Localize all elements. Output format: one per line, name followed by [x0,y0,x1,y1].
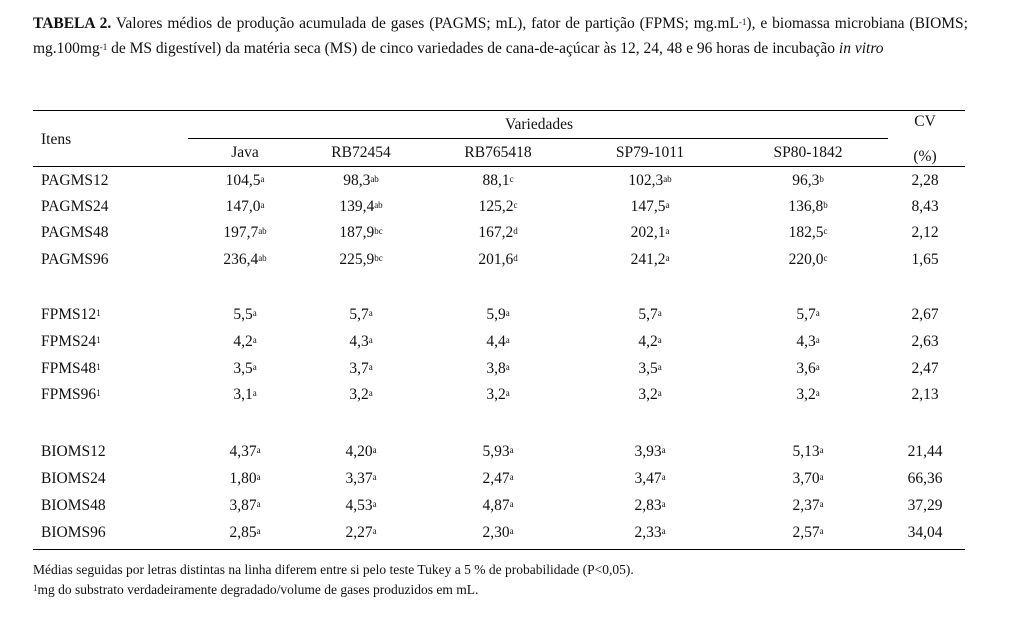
table-cell: 3,2$^a$ [796,386,820,403]
table-cell: 4,20$^a$ [345,443,377,460]
table-cell: 3,2$^a$ [638,386,662,403]
table-cell: 3,2$^a$ [349,386,373,403]
column-header: SP79-1011 [615,144,685,161]
header-itens: Itens [41,131,72,148]
row-label: BIOMS12 [41,443,106,460]
table-cell: 2,57$^a$ [792,524,824,541]
row-label: PAGMS24 [41,198,109,215]
table-cell: 88,1$^c$ [482,172,514,189]
table-cell: 5,7$^a$ [638,306,662,323]
table-cell: 236,4$^{ab}$ [223,251,267,268]
table-cell: 3,47$^a$ [634,470,666,487]
table-cell: 225,9$^{bc}$ [339,251,383,268]
cv-cell: 2,63 [911,333,939,350]
row-label: BIOMS48 [41,497,106,514]
table-cell: 187,9$^{bc}$ [339,224,383,241]
table-cell: 3,2$^a$ [486,386,510,403]
cv-cell: 66,36 [907,470,943,487]
header-bottom-rule [33,166,965,167]
table-cell: 3,93$^a$ [634,443,666,460]
cv-cell: 1,65 [911,251,939,268]
footnote-2-sup: 1 [33,583,38,593]
table-cell: 4,3$^a$ [349,333,373,350]
caption-sup-2: -1 [99,41,108,52]
table-cell: 2,27$^a$ [345,524,377,541]
table-cell: 5,9$^a$ [486,306,510,323]
table-cell: 102,3$^{ab}$ [628,172,672,189]
table-cell: 4,53$^a$ [345,497,377,514]
column-header: SP80-1842 [773,144,843,161]
table-cell: 4,37$^a$ [229,443,261,460]
table-top-rule [33,110,965,111]
row-label: PAGMS12 [41,172,109,189]
table-cell: 4,2$^a$ [233,333,257,350]
cv-cell: 2,12 [911,224,939,241]
row-label: $FPMS12^1$ [41,306,101,323]
table-cell: 147,0$^a$ [225,198,265,215]
caption-text-1: Valores médios de produção acumulada de gases (PAGMS; mL), fator de partição (FPMS; mg.mL [111,15,739,32]
table-cell: 3,8$^a$ [486,360,510,377]
table-cell: 241,2$^a$ [630,251,670,268]
row-label: $FPMS24^1$ [41,333,101,350]
table-cell: 147,5$^a$ [630,198,670,215]
table-cell: 96,3$^b$ [792,172,824,189]
table-cell: 201,6$^d$ [478,251,518,268]
table-cell: 3,7$^a$ [349,360,373,377]
table-cell: 104,5$^a$ [225,172,265,189]
header-variedades: Variedades [505,116,573,133]
table-cell: 1,80$^a$ [229,470,261,487]
table-cell: 2,33$^a$ [634,524,666,541]
table-cell: 4,3$^a$ [796,333,820,350]
caption-sup-1: -1 [738,17,747,27]
footnote-1: Médias seguidas por letras distintas na linha diferem entre si pelo teste Tukey a 5 % de probabilidade (P<0,05). [33,562,634,577]
table-cell: 5,7$^a$ [349,306,373,323]
caption-label: TABELA 2. [33,15,112,32]
row-label: $FPMS96^1$ [41,386,101,403]
table-cell: 98,3$^{ab}$ [343,172,379,189]
table-cell: 197,7$^{ab}$ [223,224,267,241]
table-cell: 3,5$^a$ [638,360,662,377]
cv-cell: 2,67 [911,306,939,323]
table-cell: 5,5$^a$ [233,306,257,323]
table-cell: 136,8$^b$ [788,198,828,215]
table-cell: 5,13$^a$ [792,443,824,460]
cv-cell: 34,04 [907,524,943,541]
row-label: BIOMS96 [41,524,106,541]
table-cell: 167,2$^d$ [478,224,518,241]
caption-text-2: ), e biomassa microbiana (BIOMS; mg.100mg [33,15,968,57]
table-cell: 3,37$^a$ [345,470,377,487]
table-cell: 2,83$^a$ [634,497,666,514]
column-header: Java [231,144,259,161]
table-cell: 3,5$^a$ [233,360,257,377]
row-label: PAGMS48 [41,224,109,241]
header-cv-unit: (%) [913,148,937,165]
header-cv: CV [914,113,936,130]
table-cell: 4,87$^a$ [482,497,514,514]
cv-cell: 2,28 [911,172,939,189]
table-cell: 182,5$^c$ [788,224,828,241]
table-cell: 220,0$^c$ [788,251,828,268]
table-cell: 2,37$^a$ [792,497,824,514]
column-header: RB72454 [331,144,391,161]
table-caption [33,12,968,61]
row-label: BIOMS24 [41,470,106,487]
cv-cell: 21,44 [907,443,943,460]
table-cell: 3,1$^a$ [233,386,257,403]
row-label: $FPMS48^1$ [41,360,101,377]
table-cell: 4,4$^a$ [486,333,510,350]
table-cell: 3,70$^a$ [792,470,824,487]
table-cell: 125,2$^c$ [478,198,518,215]
row-label: PAGMS96 [41,251,109,268]
table-cell: 2,30$^a$ [482,524,514,541]
caption-italic: in vitro [838,39,884,57]
table-cell: 5,7$^a$ [796,306,820,323]
table-cell: 2,85$^a$ [229,524,261,541]
cv-cell: 2,47 [911,360,939,377]
table-cell: 4,2$^a$ [638,333,662,350]
table-cell: 3,6$^a$ [796,360,820,377]
table-cell: 2,47$^a$ [482,470,514,487]
variedades-underline [188,138,888,139]
cv-cell: 37,29 [907,497,943,514]
table-cell: 139,4$^{ab}$ [339,198,383,215]
caption-text-3: de MS digestível) da matéria seca (MS) de cinco variedades de cana-de-açúcar às 12, 24, 48 e 96 horas de incubação [107,39,839,57]
table-cell: 202,1$^a$ [630,224,670,241]
table-cell: 3,87$^a$ [229,497,261,514]
column-header: RB765418 [464,144,532,161]
cv-cell: 8,43 [911,198,939,215]
cv-cell: 2,13 [911,386,939,403]
table-bottom-rule [33,549,965,550]
table-cell: 5,93$^a$ [482,443,514,460]
footnote-2-text: mg do substrato verdadeiramente degradado/volume de gases produzidos em mL. [37,582,479,597]
footnote-2 [33,581,478,599]
